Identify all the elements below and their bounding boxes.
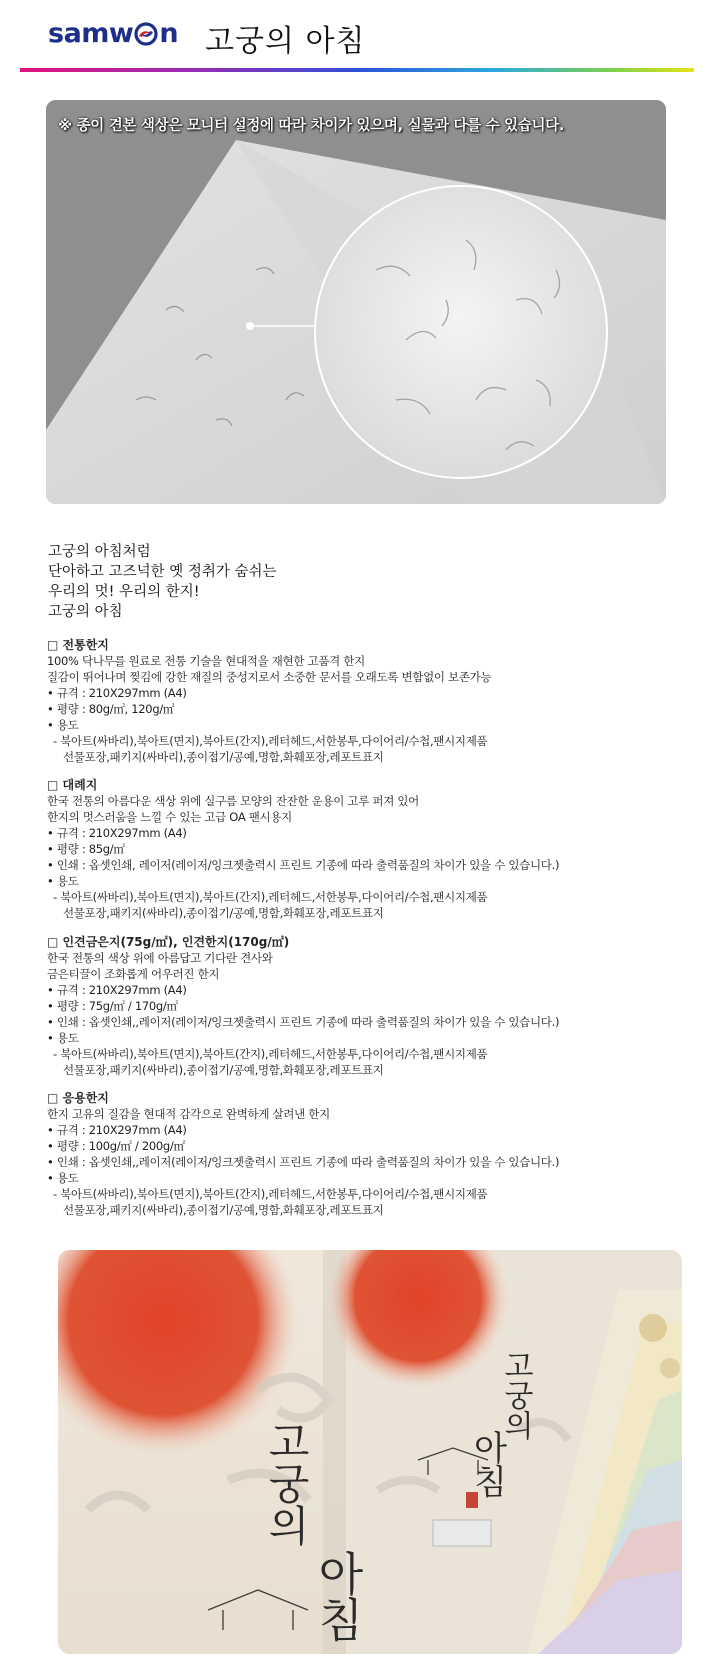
spec-use-list: 선물포장,패키지(싸바리),종이접기/공예,명함,화훼포장,레포트표지 bbox=[63, 906, 384, 920]
spec-size: • 규격 : 210X297mm (A4) bbox=[47, 685, 491, 701]
spec-size: • 규격 : 210X297mm (A4) bbox=[47, 825, 559, 841]
cover-title-left: 고궁의 bbox=[262, 1420, 311, 1546]
spec-print: • 인쇄 : 옵셋인쇄,,레이저(레이저/잉크젯출력시 프린트 기종에 따라 출력품질의 차이가 있을 수 있습니다.) bbox=[47, 1014, 559, 1030]
paper-texture-image bbox=[46, 100, 666, 504]
section-desc: 질감이 뛰어나며 찢김에 강한 재질의 중성지로서 소중한 문서를 오래도록 변함없이 보존가능 bbox=[47, 670, 492, 684]
section-applied-hanji bbox=[47, 1090, 559, 1218]
spec-print: • 인쇄 : 옵셋인쇄,,레이저(레이저/잉크젯출력시 프린트 기종에 따라 출력품질의 차이가 있을 수 있습니다.) bbox=[47, 1154, 559, 1170]
spec-use-list: - 북아트(싸바리),북아트(면지),북아트(간지),레터헤드,서한봉투,다이어리/수첩,팬시지제품 bbox=[53, 890, 488, 904]
spec-use-list: - 북아트(싸바리),북아트(면지),북아트(간지),레터헤드,서한봉투,다이어리/수첩,팬시지제품 bbox=[53, 1047, 488, 1061]
section-title: □ 대례지 bbox=[47, 778, 98, 792]
intro-copy bbox=[48, 542, 277, 622]
spec-size: • 규격 : 210X297mm (A4) bbox=[47, 982, 559, 998]
spec-use-label: • 용도 bbox=[47, 1170, 559, 1186]
cover-title-left-2: 아침 bbox=[311, 1550, 365, 1642]
section-desc: 한지 고유의 질감을 현대적 감각으로 완벽하게 살려낸 한지 bbox=[47, 1107, 330, 1121]
color-disclaimer-text: ※ 종이 견본 색상은 모니터 설정에 따라 차이가 있으며, 실물과 다를 수 있습니다. bbox=[58, 118, 565, 134]
spec-weight: • 평량 : 80g/㎡, 120g/㎡ bbox=[47, 701, 491, 717]
spec-use-list: 선물포장,패키지(싸바리),종이접기/공예,명함,화훼포장,레포트표지 bbox=[63, 1063, 384, 1077]
spec-weight: • 평량 : 85g/㎡ bbox=[47, 841, 559, 857]
section-title: □ 응용한지 bbox=[47, 1091, 109, 1105]
product-package-photo bbox=[58, 1250, 682, 1654]
product-photo-illustration bbox=[58, 1250, 682, 1654]
section-silk-gold-silver-paper bbox=[47, 934, 559, 1078]
spec-print: • 인쇄 : 옵셋인쇄, 레이저(레이저/잉크젯출력시 프린트 기종에 따라 출력품질의 차이가 있을 수 있습니다.) bbox=[47, 857, 559, 873]
cover-title-right-2: 아침 bbox=[467, 1430, 507, 1498]
intro-line: 고궁의 아침처럼 bbox=[48, 544, 151, 560]
section-daerye-paper bbox=[47, 777, 559, 921]
spec-use-label: • 용도 bbox=[47, 873, 559, 889]
paper-sheet-illustration bbox=[46, 100, 666, 504]
samwon-logo[interactable] bbox=[48, 18, 178, 49]
section-desc: 금은티끌이 조화롭게 어우러진 한지 bbox=[47, 967, 220, 981]
spec-use-list: 선물포장,패키지(싸바리),종이접기/공예,명함,화훼포장,레포트표지 bbox=[63, 1203, 384, 1217]
page-header bbox=[0, 0, 714, 75]
page-title: 고궁의 아침 bbox=[205, 24, 366, 59]
section-desc: 100% 닥나무를 원료로 전통 기술을 현대적을 재현한 고품격 한지 bbox=[47, 654, 365, 668]
spec-use-label: • 용도 bbox=[47, 717, 491, 733]
intro-line: 고궁의 아침 bbox=[48, 604, 123, 620]
cover-title-right: 고궁의 bbox=[498, 1350, 533, 1440]
spec-use-list: - 북아트(싸바리),북아트(면지),북아트(간지),레터헤드,서한봉투,다이어리/수첩,팬시지제품 bbox=[53, 734, 488, 748]
section-desc: 한국 전통의 색상 위에 아름답고 기다란 견사와 bbox=[47, 951, 273, 965]
section-desc: 한지의 멋스러움을 느낄 수 있는 고급 OA 팬시용지 bbox=[47, 810, 292, 824]
section-traditional-hanji bbox=[47, 637, 491, 765]
section-title: □ 전통한지 bbox=[47, 638, 109, 652]
section-desc: 한국 전통의 아름다운 색상 위에 실구름 모양의 잔잔한 운용이 고루 퍼져 있어 bbox=[47, 794, 419, 808]
intro-line: 단아하고 고즈넉한 옛 정취가 숨쉬는 bbox=[48, 564, 277, 580]
spec-use-list: 선물포장,패키지(싸바리),종이접기/공예,명함,화훼포장,레포트표지 bbox=[63, 750, 384, 764]
spec-use-label: • 용도 bbox=[47, 1030, 559, 1046]
spec-weight: • 평량 : 75g/㎡ / 170g/㎡ bbox=[47, 998, 559, 1014]
logo-text-prefix: samw bbox=[48, 18, 134, 49]
section-title: □ 인견금은지(75g/㎡), 인견한지(170g/㎡) bbox=[47, 935, 290, 949]
spec-size: • 규격 : 210X297mm (A4) bbox=[47, 1122, 559, 1138]
spec-use-list: - 북아트(싸바리),북아트(면지),북아트(간지),레터헤드,서한봉투,다이어리/수첩,팬시지제품 bbox=[53, 1187, 488, 1201]
logo-swirl-icon bbox=[134, 22, 158, 46]
intro-line: 우리의 멋! 우리의 한지! bbox=[48, 584, 200, 600]
rainbow-divider bbox=[20, 68, 694, 72]
logo-text-suffix: n bbox=[159, 18, 179, 49]
spec-weight: • 평량 : 100g/㎡ / 200g/㎡ bbox=[47, 1138, 559, 1154]
